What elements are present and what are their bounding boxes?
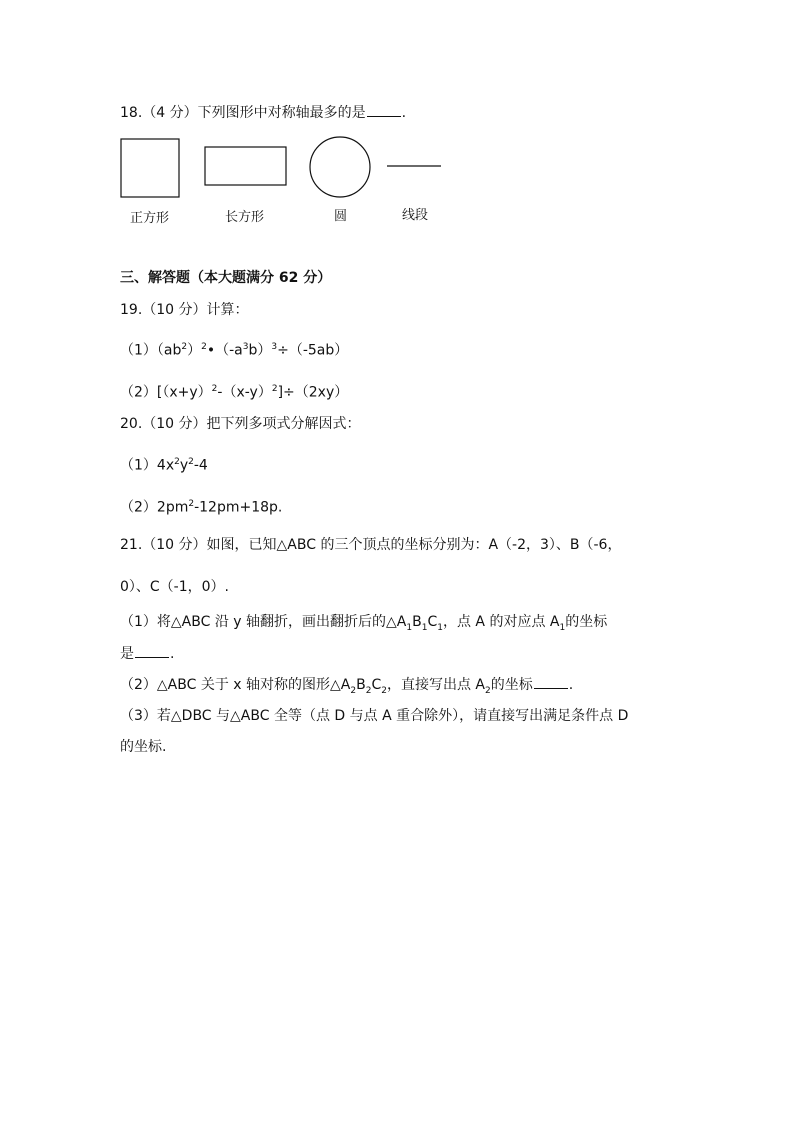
q20-part1: $(1)4x^2y^2-4$ bbox=[120, 457, 208, 474]
answer-blank bbox=[135, 643, 169, 658]
q21-part2: （2）△ABC 关于 x 轴对称的图形$\triangle A_2B_2C_2$，直接写出点 $A_2$的坐标 . bbox=[120, 674, 573, 701]
q21-part3-line1: （3）若△DBC 与△ABC 全等（点 D 与点 A 重合除外），请直接写出满足条件点 D bbox=[120, 708, 629, 724]
rectangle-shape bbox=[205, 147, 286, 185]
q18-text: 18.（4 分）下列图形中对称轴最多的是 bbox=[120, 105, 366, 121]
q19-text: 19.（10 分）计算： bbox=[120, 302, 249, 318]
circle-shape bbox=[310, 137, 370, 197]
q21-part1: （1）将△ABC 沿 y 轴翻折，画出翻折后的$\triangle A_1B_1C_1$，点 A 的对应点 $A_1$的坐标 bbox=[120, 614, 608, 633]
q21-part1-cont: 是 . bbox=[120, 643, 174, 664]
q19-part2: $(2)[(x+y)^2-(x-y)^2]\div(2xy)$ bbox=[120, 384, 349, 401]
q21-line1: 21.（10 分）如图，已知△ABC 的三个顶点的坐标分别为：A（-2，3）、B（-6， bbox=[120, 537, 622, 553]
q20-text: 20.（10 分）把下列多项式分解因式： bbox=[120, 416, 361, 432]
square-shape bbox=[121, 139, 179, 197]
q20-part2: $(2)2pm^2-12pm+18p$. bbox=[120, 499, 283, 516]
q21-line2: 0）、C（-1，0）. bbox=[120, 579, 229, 595]
rectangle-label: 长方形 bbox=[225, 210, 265, 225]
square-label: 正方形 bbox=[130, 211, 170, 226]
q21-part3-line2: 的坐标. bbox=[120, 739, 167, 755]
answer-blank bbox=[534, 674, 568, 689]
q18-shapes bbox=[0, 0, 794, 240]
segment-label: 线段 bbox=[402, 208, 429, 223]
q18-end: . bbox=[401, 105, 407, 121]
circle-label: 圆 bbox=[334, 209, 348, 224]
section-title: 三、解答题（本大题满分 62 分） bbox=[120, 270, 332, 286]
q19-part1: $(1)(ab^2)^2•(-a^3b)^3\div(-5ab)$ bbox=[120, 342, 349, 359]
